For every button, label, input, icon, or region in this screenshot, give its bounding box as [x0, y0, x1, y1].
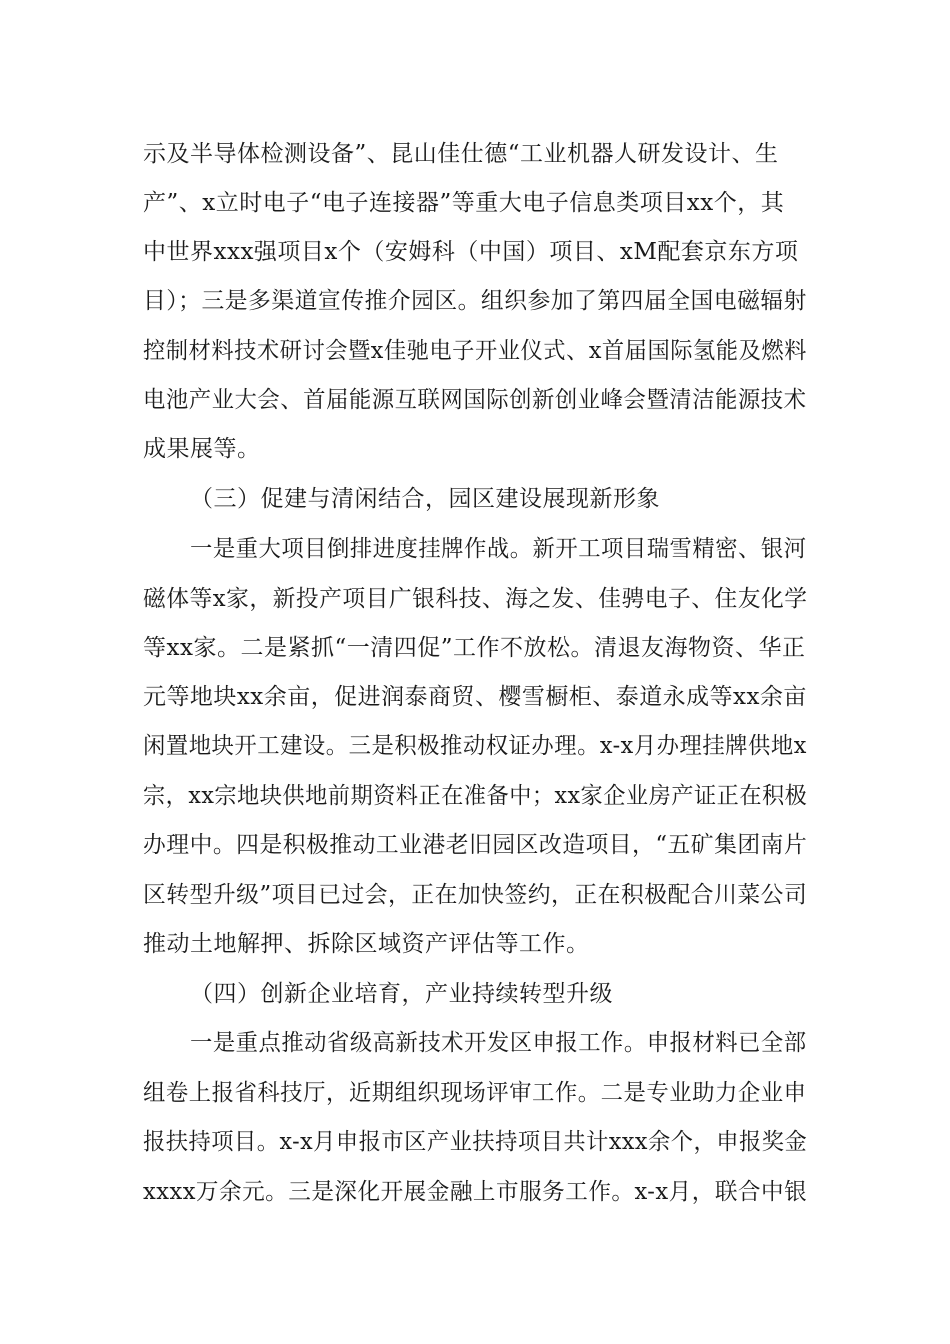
body-line: 成果展等。 — [143, 436, 261, 462]
body-line: 一是重点推动省级高新技术开发区申报工作。申报材料已全部 — [190, 1030, 807, 1056]
section-heading: （三）促建与清闲结合，园区建设展现新形象 — [190, 486, 660, 512]
body-line: xxxx万余元。三是深化开展金融上市服务工作。x-x月，联合中银 — [143, 1179, 808, 1205]
body-line: 示及半导体检测设备”、昆山佳仕德“工业机器人研发设计、生 — [143, 141, 779, 167]
body-line: 产”、x立时电子“电子连接器”等重大电子信息类项目xx个，其 — [143, 190, 785, 216]
body-line: 等xx家。二是紧抓“一清四促”工作不放松。清退友海物资、华正 — [143, 635, 806, 661]
body-line: 组卷上报省科技厅，近期组织现场评审工作。二是专业助力企业申 — [143, 1080, 807, 1106]
body-line: 闲置地块开工建设。三是积极推动权证办理。x-x月办理挂牌供地x — [143, 733, 807, 759]
body-line: 区转型升级”项目已过会，正在加快签约，正在积极配合川菜公司 — [143, 882, 808, 908]
section-heading: （四）创新企业培育，产业持续转型升级 — [190, 981, 613, 1007]
body-line: 控制材料技术研讨会暨x佳驰电子开业仪式、x首届国际氢能及燃料 — [143, 338, 807, 364]
body-line: 推动土地解押、拆除区域资产评估等工作。 — [143, 931, 590, 957]
body-line: 一是重大项目倒排进度挂牌作战。新开工项目瑞雪精密、银河 — [190, 536, 807, 562]
body-line: 报扶持项目。x-x月申报市区产业扶持项目共计xxx余个，申报奖金 — [143, 1129, 808, 1155]
body-line: 中世界xxx强项目x个（安姆科（中国）项目、xM配套京东方项 — [143, 239, 799, 265]
body-line: 目）；三是多渠道宣传推介园区。组织参加了第四届全国电磁辐射 — [143, 288, 807, 314]
body-line: 元等地块xx余亩，促进润泰商贸、樱雪橱柜、泰道永成等xx余亩 — [143, 684, 807, 710]
body-line: 宗，xx宗地块供地前期资料正在准备中；xx家企业房产证正在积极 — [143, 783, 808, 809]
body-line: 办理中。四是积极推动工业港老旧园区改造项目，“五矿集团南片 — [143, 832, 808, 858]
body-line: 磁体等x家，新投产项目广银科技、海之发、佳骋电子、住友化学 — [143, 586, 808, 612]
body-line: 电池产业大会、首届能源互联网国际创新创业峰会暨清洁能源技术 — [143, 387, 807, 413]
